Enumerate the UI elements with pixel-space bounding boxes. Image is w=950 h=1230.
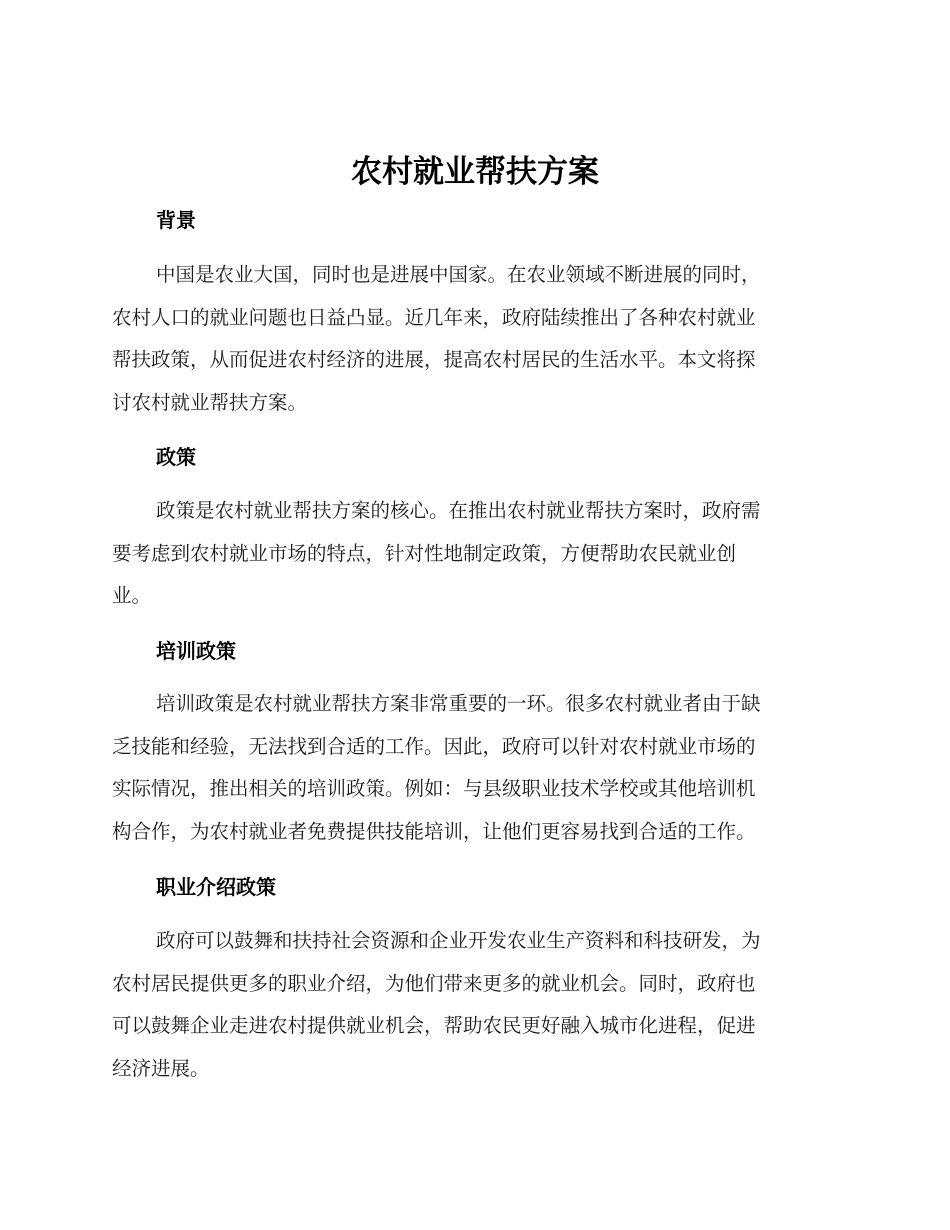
paragraph-line: 业。: [112, 584, 152, 607]
paragraph-line: 政策是农村就业帮扶方案的核心。在推出农村就业帮扶方案时，政府需: [156, 499, 761, 522]
paragraph-line: 农村居民提供更多的职业介绍，为他们带来更多的就业机会。同时，政府也: [112, 971, 756, 995]
paragraph-line: 经济进展。: [112, 1056, 210, 1080]
section-heading-background: 背景: [156, 208, 196, 232]
section-paragraph-training-policy: [112, 683, 842, 853]
paragraph-line: 要考虑到农村就业市场的特点，针对性地制定政策，方便帮助农民就业创: [112, 541, 737, 565]
paragraph-line: 农村人口的就业问题也日益凸显。近几年来，政府陆续推出了各种农村就业: [112, 305, 756, 329]
paragraph-line: 政府可以鼓舞和扶持社会资源和企业开发农业生产资料和科技研发，为: [156, 929, 761, 952]
section-heading-training-policy: 培训政策: [156, 639, 236, 663]
paragraph-line: 培训政策是农村就业帮扶方案非常重要的一环。很多农村就业者由于缺: [156, 692, 761, 715]
section-heading-policy: 政策: [156, 445, 196, 469]
section-paragraph-background: [112, 254, 842, 424]
section-paragraph-policy: [112, 490, 842, 618]
section-paragraph-job-referral-policy: [112, 920, 842, 1090]
document-title: 农村就业帮扶方案: [351, 154, 599, 190]
paragraph-line: 中国是农业大国，同时也是进展中国家。在农业领域不断进展的同时，: [156, 263, 761, 286]
section-heading-job-referral-policy: 职业介绍政策: [156, 875, 276, 899]
paragraph-line: 帮扶政策，从而促进农村经济的进展，提高农村居民的生活水平。本文将探: [112, 348, 756, 371]
paragraph-line: 讨农村就业帮扶方案。: [112, 390, 308, 414]
paragraph-line: 可以鼓舞企业走进农村提供就业机会，帮助农民更好融入城市化进程，促进: [112, 1014, 756, 1037]
paragraph-line: 实际情况，推出相关的培训政策。例如：与县级职业技术学校或其他培训机: [112, 777, 756, 800]
paragraph-line: 构合作，为农村就业者免费提供技能培训，让他们更容易找到合适的工作。: [112, 819, 756, 843]
paragraph-line: 乏技能和经验，无法找到合适的工作。因此，政府可以针对农村就业市场的: [112, 734, 756, 758]
